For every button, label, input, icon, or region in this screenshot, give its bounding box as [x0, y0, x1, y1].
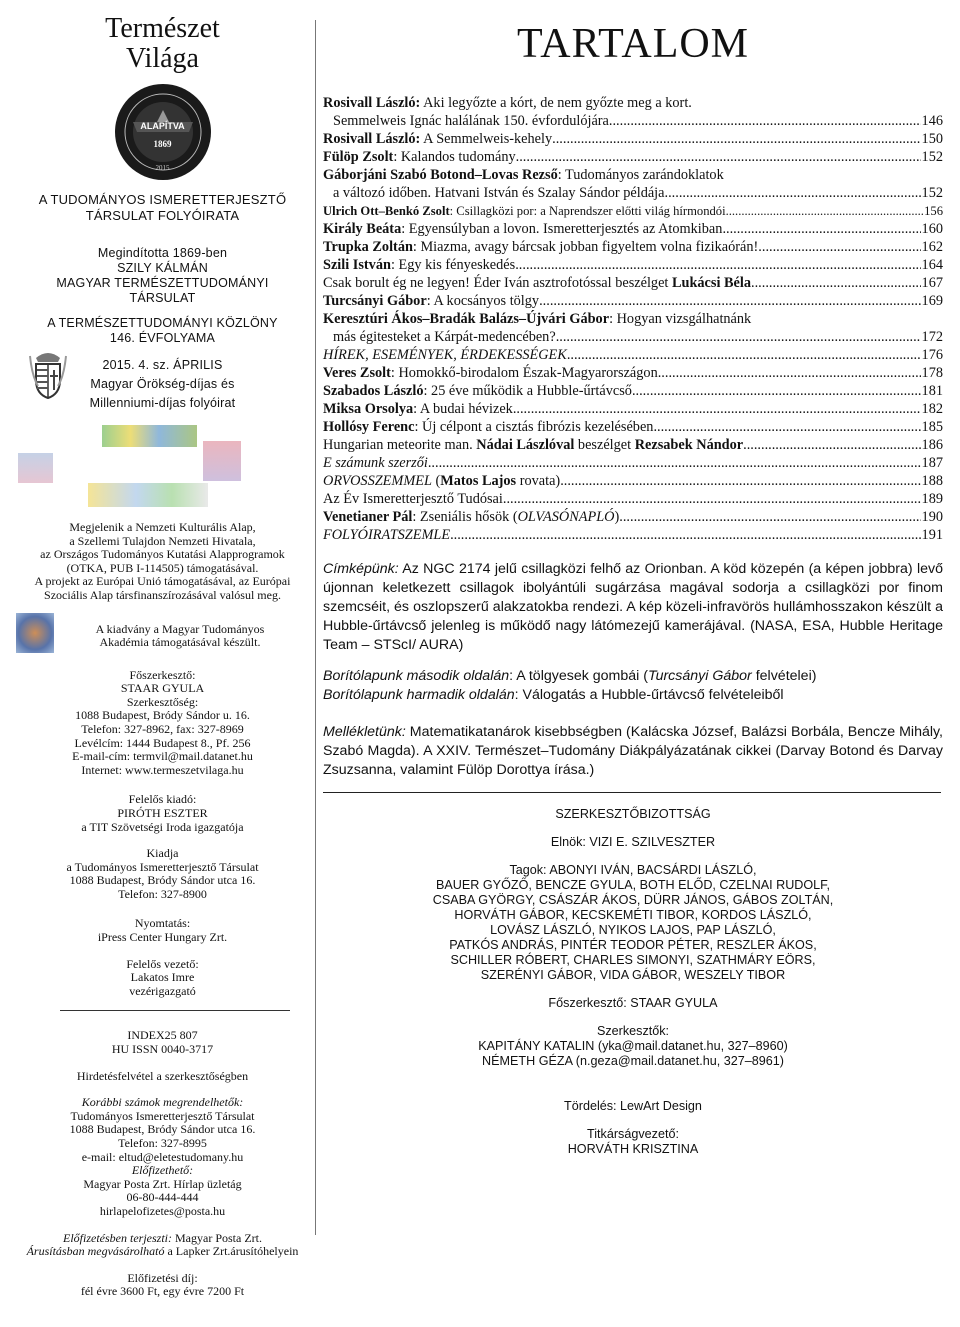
distribution-label: Előfizetésben terjeszti: — [63, 1230, 172, 1245]
distribution-block — [10, 1232, 315, 1299]
issued-by-phone: Telefon: 327-8900 — [118, 886, 207, 901]
toc-title-text: a változó időben. Hatvani István és Szalay Sándor példája — [333, 185, 665, 201]
sponsor-logo-nka-icon — [102, 425, 197, 447]
printing-block — [10, 917, 315, 998]
price-value: fél évre 3600 Ft, egy évre 7200 Ft — [80, 1284, 245, 1299]
toc-entry — [323, 184, 943, 202]
support-line3: az Országos Tudományos Kutatási Alapprogramok — [40, 547, 285, 562]
toc-title-text: beszélget — [574, 437, 635, 453]
index-block — [10, 1029, 315, 1083]
board-editor: KAPITÁNY KATALIN (yka@mail.datanet.hu, 327–8960) — [478, 1039, 788, 1053]
toc-author: Ulrich Ott–Benkó Zsolt — [323, 204, 450, 218]
toc-page: 188 — [921, 473, 943, 489]
toc-title-text: A Semmelweis-kehely — [420, 131, 553, 147]
toc-entry — [323, 346, 943, 364]
toc-title-text: : Hogyan vizsgálhatnánk — [609, 311, 752, 327]
toc-entry — [323, 490, 943, 508]
sponsor-logo-sztnh-icon — [18, 453, 53, 483]
manager-name: Lakatos Imre — [130, 970, 195, 985]
back-issues-email: e-mail: eltud@eletestudomany.hu — [81, 1149, 244, 1164]
editorial-address: 1088 Budapest, Bródy Sándor u. 16. — [75, 708, 250, 723]
academy-logo-icon — [16, 613, 54, 653]
toc-page: 156 — [924, 204, 943, 218]
board-members-line: CSABA GYÖRGY, CSÁSZÁR ÁKOS, DÜRR JÁNOS, GÁBOS ZOLTÁN, — [432, 893, 834, 907]
toc-title-text: : Tudományos zarándoklatok — [557, 167, 724, 183]
toc-title: TARTALOM — [516, 21, 750, 67]
board-members-line: SZERÉNYI GÁBOR, VIDA GÁBOR, WESZELY TIBOR — [480, 968, 786, 982]
toc-author: Gáborjáni Szabó Botond–Lovas Rezső — [323, 167, 558, 183]
academy-line1: A kiadvány a Magyar Tudományos — [95, 621, 265, 636]
toc-entry — [323, 220, 943, 238]
editorial-phone: Telefon: 327-8962, fax: 327-8969 — [81, 721, 244, 736]
toc-entry — [323, 274, 943, 292]
toc-title-text: : Új célpont a cisztás fibrózis kezelésében — [414, 419, 654, 435]
publisher-org — [10, 192, 315, 224]
publisher-name: PIRÓTH ESZTER — [117, 805, 208, 820]
toc-title-text: Az Év Ismeretterjesztő Tudósai — [323, 491, 503, 507]
editorial-mail-address: Levélcím: 1444 Budapest 8., Pf. 256 — [74, 735, 251, 750]
toc-entry — [323, 418, 943, 436]
right-column — [323, 0, 943, 1157]
toc-title-text: ) — [614, 509, 620, 525]
board-members-line: HORVÁTH GÁBOR, KECSKEMÉTI TIBOR, KORDOS LÁSZLÓ, — [454, 908, 812, 922]
back-cover-label: Borítólapunk harmadik oldalán — [323, 687, 515, 703]
org-line2: TÁRSULAT FOLYÓIRATA — [85, 208, 240, 223]
chief-editor-name: STAAR GYULA — [120, 681, 205, 696]
publisher-label: Felelős kiadó: — [128, 792, 197, 807]
retail-places: a Lapker Zrt.árusítóhelyein — [164, 1244, 299, 1259]
toc-author: Lukácsi Béla — [671, 275, 752, 291]
toc-entry — [323, 166, 943, 184]
toc-author: Miksa Orsolya — [323, 401, 414, 417]
issued-by-address: 1088 Budapest, Bródy Sándor utca 16. — [69, 873, 256, 888]
toc-title-text: : Homokkő-birodalom Észak-Magyarországon — [390, 365, 658, 381]
printing-label: Nyomtatás: — [134, 916, 191, 931]
founded-line3: MAGYAR TERMÉSZETTUDOMÁNYI — [56, 276, 269, 290]
editorial-email: E-mail-cím: termvil@mail.datanet.hu — [72, 749, 253, 764]
board-secretary-label: Titkárságvezető: — [587, 1127, 679, 1141]
cover-caption-text: Az NGC 2174 jelű csillagközi felhő az Orionban. A köd közepén (a képen jobbra) levő újonnan keletkezett csillagok ibolyántúli sugárzása magával sodorja a csillagközi por finom szemcséit, és oszlopszerű alakzatokba rendezi. A kép közeli-infravörös hullámhosszakon készült a Hubble-űrtávcső jelenleg is működő nagy látómezejű kamerájával. (NASA, ESA, Hubble Heritage Team – STScI/ AURA) — [323, 561, 943, 653]
toc-title-text: Hungarian meteorite man. — [323, 437, 477, 453]
masthead-line2: Világa — [126, 43, 199, 74]
advertising-note: Hirdetésfelvétel a szerkesztőségben — [76, 1068, 249, 1083]
publisher-title: a TIT Szövetségi Iroda igazgatója — [81, 819, 244, 834]
issued-by-label: Kiadja — [146, 846, 179, 861]
journal-info — [10, 316, 315, 346]
toc-title-text: : Zseniális hősök ( — [412, 509, 518, 525]
toc-page: 167 — [921, 275, 943, 291]
toc-section: HÍREK, ESEMÉNYEK, ÉRDEKESSÉGEK — [323, 347, 567, 363]
toc-page: 191 — [921, 527, 943, 543]
board-layout-credit: Tördelés: LewArt Design — [564, 1099, 702, 1113]
toc-page: 187 — [921, 455, 943, 471]
toc-entry — [323, 130, 943, 148]
toc-author: Nádai Lászlóval — [476, 437, 575, 453]
seal-year-founded: 1869 — [153, 139, 172, 149]
issn-number: HU ISSN 0040-3717 — [111, 1042, 214, 1057]
issued-by-org: a Tudományos Ismeretterjesztő Társulat — [66, 859, 259, 874]
toc-author: Rosivall László: — [323, 95, 421, 111]
editorial-office-label: Szerkesztőség: — [126, 694, 199, 709]
toc-title-text: : Egy kis fényeskedés — [390, 257, 516, 273]
manager-label: Felelős vezető: — [126, 956, 199, 971]
toc-entry — [323, 364, 943, 382]
toc-entry — [323, 238, 943, 256]
supplement-text: Matematikatanárok kisebbségben (Kalácska József, Balázsi Borbála, Bencze Mihály, Szabó Magda). A XXIV. Természet–Tudomány Diákpályázatának cikkei (Darvay Botond és Darvay Zsuzsanna, valamint Fülöp Dorottya írása.) — [323, 724, 943, 778]
toc-page: 185 — [921, 419, 943, 435]
board-chief-editor: Főszerkesztő: STAAR GYULA — [548, 996, 718, 1010]
board-editors-label: Szerkesztők: — [596, 1024, 670, 1038]
toc-entry — [323, 202, 943, 220]
support-line4: (OTKA, PUB I-114505) támogatásával. — [66, 560, 259, 575]
academy-line2: Akadémia támogatásával készült. — [99, 635, 261, 650]
subscription-email: hirlapelofizetes@posta.hu — [99, 1203, 226, 1218]
toc-title-text: Aki legyőzte a kórt, de nem győzte meg a kort. — [420, 95, 692, 111]
founded-line2: SZILY KÁLMÁN — [117, 261, 208, 275]
toc-page: 176 — [921, 347, 943, 363]
toc-page: 150 — [921, 131, 943, 147]
toc-page: 169 — [921, 293, 943, 309]
toc-entry — [323, 148, 943, 166]
seal-label: ALAPÍTVA — [140, 121, 185, 131]
sponsor-logo-otka-icon — [203, 441, 241, 481]
toc-author: Venetianer Pál — [323, 509, 413, 525]
toc-title-text: : Egyensúlyban a lovon. Ismeretterjesztés az Atomkiban — [401, 221, 723, 237]
toc-entry — [323, 310, 943, 328]
toc-page: 162 — [921, 239, 943, 255]
left-divider — [60, 1010, 290, 1011]
left-column — [10, 0, 315, 1327]
toc-page: 182 — [921, 401, 943, 417]
subscription-org: Magyar Posta Zrt. Hírlap üzletág — [83, 1176, 242, 1191]
toc-entry — [323, 94, 943, 112]
publisher-block — [10, 793, 315, 901]
toc-entry — [323, 328, 943, 346]
cover-caption-label: Címképünk: — [323, 561, 399, 577]
caption-block — [323, 560, 943, 780]
board-editor: NÉMETH GÉZA (n.geza@mail.datanet.hu, 327–8961) — [482, 1054, 784, 1068]
toc-title-text: : 25 éve működik a Hubble-űrtávcső — [423, 383, 632, 399]
back-issues-label: Korábbi számok megrendelhetők: — [81, 1095, 244, 1110]
toc-page: 160 — [921, 221, 943, 237]
toc-title-text: Semmelweis Ignác halálának 150. évfordulójára — [333, 113, 609, 129]
support-line1: Megjelenik a Nemzeti Kulturális Alap, — [69, 520, 256, 534]
supplement-label: Mellékletünk: — [323, 724, 406, 740]
toc-page: 146 — [921, 113, 943, 129]
retail-label: Árusításban megvásárolható — [26, 1244, 165, 1259]
toc-author: Veres Zsolt — [323, 365, 391, 381]
right-divider — [323, 792, 941, 793]
toc-entry — [323, 436, 943, 454]
toc-author: Szili István — [323, 257, 391, 273]
board-title: SZERKESZTŐBIZOTTSÁG — [555, 807, 711, 821]
toc-section: ORVOSSZEMMEL — [323, 473, 432, 489]
founder-info — [10, 246, 315, 306]
toc-entry — [323, 508, 943, 526]
award-line1: Magyar Örökség-díjas és — [90, 377, 235, 391]
toc-title-text: : Kalandos tudomány — [393, 149, 516, 165]
back-issues-phone: Telefon: 327-8995 — [118, 1136, 207, 1150]
toc-entry — [323, 382, 943, 400]
retail-line — [10, 1245, 315, 1259]
toc-section: E számunk szerzői — [323, 455, 428, 471]
toc-entry — [323, 112, 943, 130]
toc-title-text: : Miazma, avagy bárcsak jobban figyeltem volna fizikaórán! — [412, 239, 759, 255]
toc-title-text: : A kocsányos tölgy — [426, 293, 540, 309]
table-of-contents — [323, 94, 943, 544]
inside-cover-label: Borítólapunk második oldalán — [323, 668, 510, 684]
toc-page: 164 — [921, 257, 943, 273]
distribution-org: Magyar Posta Zrt. — [172, 1230, 262, 1245]
toc-title-text: Csak borult ég ne legyen! Éder Iván asztrofotóssal beszélget — [323, 275, 672, 291]
subscription-phone: 06-80-444-444 — [126, 1190, 199, 1205]
toc-section: OLVASÓNAPLÓ — [517, 509, 615, 525]
inside-cover-text: : A tölgyesek gombái ( — [509, 668, 648, 684]
back-issues-org: Tudományos Ismeretterjesztő Társulat — [70, 1108, 255, 1123]
toc-author: Szabados László — [323, 383, 424, 399]
toc-author: Fülöp Zsolt — [323, 149, 394, 165]
toc-author: Király Beáta — [323, 221, 402, 237]
toc-author: Rosivall László: — [323, 131, 421, 147]
academy-block — [10, 613, 315, 653]
distribution-line1 — [10, 1232, 315, 1246]
support-line6: Szociális Alap társfinanszírozásával valósul meg. — [44, 587, 281, 602]
toc-title-text: : A budai hévizek — [413, 401, 513, 417]
toc-title-text: más égitesteket a Kárpát-medencében? — [333, 329, 556, 345]
toc-entry — [323, 400, 943, 418]
cover-caption — [323, 560, 943, 655]
seal-year-current: 2015 — [155, 164, 170, 172]
coat-of-arms-icon — [28, 346, 68, 400]
price-label: Előfizetési díj: — [127, 1270, 198, 1285]
toc-page: 152 — [921, 185, 943, 201]
toc-entry — [323, 454, 943, 472]
inside-cover-text: felvételei) — [751, 668, 817, 684]
toc-author: Rezsabek Nándor — [634, 437, 744, 453]
toc-page: 189 — [921, 491, 943, 507]
editorial-board — [323, 807, 943, 1157]
founded-line1: Megindította 1869-ben — [97, 246, 228, 260]
toc-title-text: : Csillagközi por: a Naprendszer előtti világ hírmondói — [449, 204, 726, 218]
board-members-line: PATKÓS ANDRÁS, PINTÉR TEODOR PÉTER, RESZLER ÁKOS, — [449, 938, 817, 952]
toc-author: Trupka Zoltán — [323, 239, 413, 255]
inside-cover-caption — [323, 667, 943, 686]
toc-title-text: rovata) — [516, 473, 561, 489]
printing-company: iPress Center Hungary Zrt. — [97, 930, 228, 945]
board-chair: Elnök: VIZI E. SZILVESZTER — [550, 835, 716, 849]
masthead — [10, 14, 315, 74]
support-text — [10, 521, 315, 603]
manager-title: vezérigazgató — [129, 983, 196, 998]
photographer-name: Turcsányi Gábor — [647, 668, 752, 684]
toc-author: Hollósy Ferenc — [323, 419, 415, 435]
toc-entry — [323, 472, 943, 490]
journal-line1: A TERMÉSZETTUDOMÁNYI KÖZLÖNY — [47, 316, 278, 330]
index-number: INDEX25 807 — [127, 1028, 198, 1043]
toc-author: Keresztúri Ákos–Bradák Balázs–Újvári Gábor — [323, 311, 610, 327]
board-members-line: SCHILLER RÓBERT, CHARLES SIMONYI, SZATHMÁRY EÖRS, — [450, 953, 816, 967]
back-cover-caption — [323, 686, 943, 705]
toc-title-text: ( — [431, 473, 441, 489]
toc-entry — [323, 292, 943, 310]
toc-page: 190 — [921, 509, 943, 525]
org-line1: A TUDOMÁNYOS ISMERETTERJESZTŐ — [38, 192, 287, 207]
toc-page: 186 — [921, 437, 943, 453]
sponsor-logo-eu-icon — [88, 483, 208, 507]
board-members-line: Tagok: ABONYI IVÁN, BACSÁRDI LÁSZLÓ, — [509, 863, 757, 877]
subscription-label: Előfizethető: — [131, 1163, 194, 1178]
toc-section: FOLYÓIRATSZEMLE — [323, 527, 451, 543]
back-issues-address: 1088 Budapest, Bródy Sándor utca 16. — [69, 1122, 256, 1137]
board-members-line: BAUER GYŐZŐ, BENCZE GYULA, BOTH ELŐD, CZELNAI RUDOLF, — [436, 878, 830, 892]
journal-line2: 146. ÉVFOLYAMA — [109, 331, 216, 345]
board-members-line: LOVÁSZ LÁSZLÓ, NYIKOS LAJOS, PAP LÁSZLÓ, — [490, 923, 776, 937]
toc-author: Matos Lajos — [440, 473, 517, 489]
back-cover-text: : Válogatás a Hubble-űrtávcső felvételeiből — [514, 687, 784, 703]
column-divider — [315, 20, 316, 1235]
toc-page: 152 — [921, 149, 943, 165]
toc-page: 178 — [921, 365, 943, 381]
orders-block — [10, 1096, 315, 1218]
support-line5: A projekt az Európai Unió támogatásával, az Európai — [34, 574, 291, 589]
chief-editor-label: Főszerkesztő: — [129, 667, 196, 682]
anniversary-seal-icon — [113, 82, 213, 182]
editor-block — [10, 669, 315, 778]
board-secretary: HORVÁTH KRISZTINA — [567, 1142, 699, 1156]
toc-entry — [323, 526, 943, 544]
toc-page: 172 — [921, 329, 943, 345]
issue-date: 2015. 4. sz. ÁPRILIS — [102, 358, 223, 372]
founded-line4: TÁRSULAT — [129, 291, 196, 305]
supplement-caption — [323, 723, 943, 780]
toc-page: 181 — [921, 383, 943, 399]
toc-author: Turcsányi Gábor — [323, 293, 427, 309]
sponsor-logos — [10, 425, 315, 515]
award-line2: Millenniumi-díjas folyóirat — [89, 396, 236, 410]
masthead-line1: Természet — [105, 13, 220, 44]
toc-entry — [323, 256, 943, 274]
editorial-website: Internet: www.termeszetvilaga.hu — [81, 762, 244, 777]
support-line2: a Szellemi Tulajdon Nemzeti Hivatala, — [69, 533, 256, 548]
